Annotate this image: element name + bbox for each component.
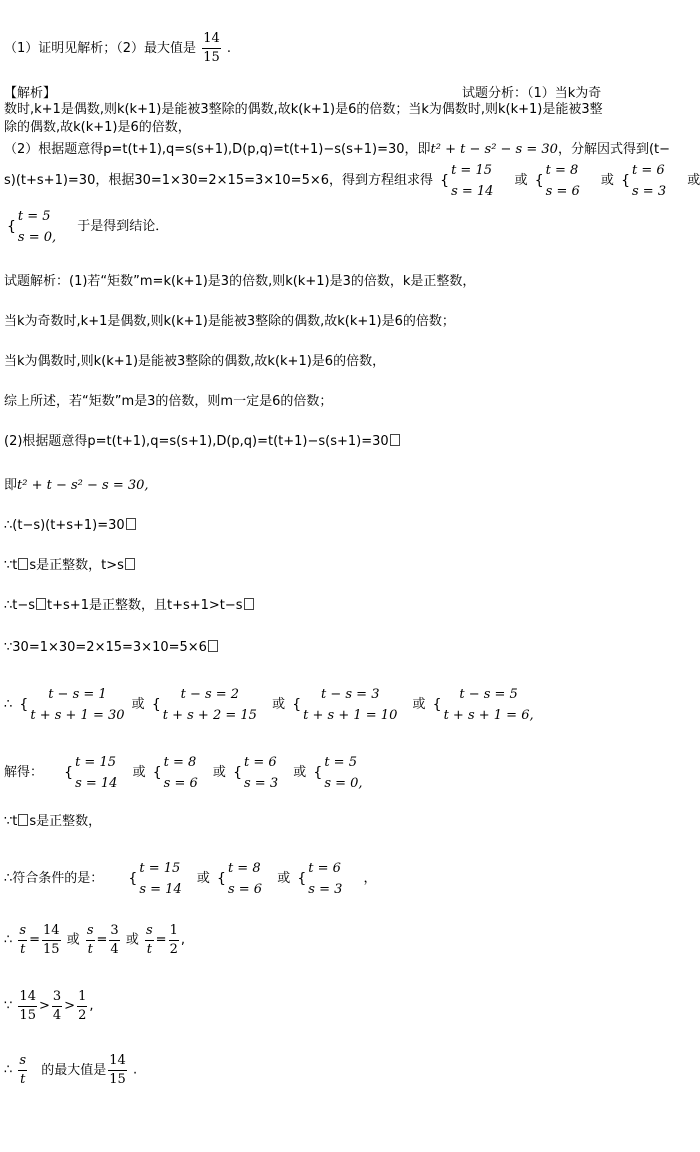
equation-system: { t = 6 s = 3 bbox=[621, 163, 667, 199]
solution-line-10: ∵30=1×30=2×15=3×10=5×6 bbox=[4, 640, 219, 656]
solution-line-5: (2)根据题意得p=t(t+1),q=s(s+1),D(p,q)=t(t+1)−s(s+1)=30 bbox=[4, 434, 401, 450]
equation-system: { t = 8 s = 6 bbox=[534, 163, 580, 199]
missing-glyph-box bbox=[36, 598, 46, 610]
missing-glyph-box bbox=[390, 434, 400, 446]
solution-line-18: ∴ $\frac{s}{t}$ 的最大值是 $\frac{14}{15}$ . bbox=[4, 1053, 138, 1087]
missing-glyph-box bbox=[18, 558, 28, 570]
missing-glyph-box bbox=[244, 598, 254, 610]
missing-glyph-box bbox=[126, 518, 136, 530]
equation-system: { t = 6 s = 3 bbox=[297, 861, 343, 897]
solution-line-4: 综上所述，若“矩数”m是3的倍数，则m一定是6的倍数； bbox=[4, 394, 333, 409]
equation-system: { t − s = 5 t + s + 1 = 6, bbox=[432, 687, 534, 723]
solution-line-16: ∵ $\frac{14}{15}$ > $\frac{3}{4}$ > $\frac{1}{2}$ , bbox=[4, 989, 94, 1023]
analysis-line-2: 除的偶数,故k(k+1)是6的倍数， bbox=[4, 120, 191, 135]
answer-line: （1）证明见解析；（2）最大值是 $\frac{14}{15}$ . bbox=[4, 31, 232, 65]
analysis-line-3: （2）根据题意得p=t(t+1),q=s(s+1),D(p,q)=t(t+1)−s(s+1)=30，即t² + t − s² − s = 30，分解因式得到(t− bbox=[4, 142, 670, 157]
solution-line-3: 当k为偶数时,则k(k+1)是能被3整除的偶数,故k(k+1)是6的倍数， bbox=[4, 354, 386, 369]
solution-line-11: ∴ { t − s = 1 t + s + 1 = 30 或 { t − s = 2 t + s + 2 = 15 或 { t − s = 3 t + s + 1 = 10 或 { t − s = 5 t + s + 1 = 6, bbox=[4, 684, 537, 726]
equation-system: { t = 8 s = 6 bbox=[217, 861, 263, 897]
analysis-line-4: s)(t+s+1)=30，根据30=1×30=2×15=3×10=5×6，得到方程组求得 { t = 15 s = 14 或 { t = 8 s = 6 或 { t = 6 s = 3 或 bbox=[4, 160, 700, 202]
answer-fraction: $\frac{14}{15}$ bbox=[203, 31, 220, 65]
answer-text: （1）证明见解析；（2）最大值是 bbox=[4, 41, 197, 56]
equation-system: { t − s = 2 t + s + 2 = 15 bbox=[151, 687, 257, 723]
solution-line-6: 即t² + t − s² − s = 30, bbox=[4, 478, 149, 493]
equation-system: { t = 5 s = 0, bbox=[313, 755, 363, 791]
missing-glyph-box bbox=[125, 558, 135, 570]
solution-line-8: ∵t s是正整数，t>s bbox=[4, 558, 136, 574]
solution-line-9: ∴t−s t+s+1是正整数，且t+s+1>t−s bbox=[4, 598, 255, 614]
solution-line-13: ∵t s是正整数， bbox=[4, 814, 102, 829]
solution-line-12: 解得： { t = 15 s = 14 或 { t = 8 s = 6 或 { t = 6 s = 3 或 { t = 5 s = 0, bbox=[4, 752, 366, 794]
equation-system: { t = 5 s = 0, bbox=[7, 209, 57, 245]
solution-line-1: 试题解析：(1)若“矩数”m=k(k+1)是3的倍数,则k(k+1)是3的倍数，k是正整数， bbox=[4, 274, 476, 289]
equation-system: { t − s = 3 t + s + 1 = 10 bbox=[292, 687, 398, 723]
equation-system: { t − s = 1 t + s + 1 = 30 bbox=[19, 687, 125, 723]
solution-line-2: 当k为奇数时,k+1是偶数,则k(k+1)是能被3整除的偶数,故k(k+1)是6的倍数； bbox=[4, 314, 455, 329]
analysis-tag: 【解析】 bbox=[4, 86, 57, 101]
equation-system: { t = 15 s = 14 bbox=[440, 163, 494, 199]
equation-system: { t = 15 s = 14 bbox=[64, 755, 118, 791]
solution-line-14: ∴符合条件的是： { t = 15 s = 14 或 { t = 8 s = 6 或 { t = 6 s = 3 ， bbox=[4, 858, 377, 900]
analysis-right-head: 试题分析：（1）当k为奇 bbox=[462, 86, 602, 101]
equation-system: { t = 8 s = 6 bbox=[152, 755, 198, 791]
equation-system: { t = 6 s = 3 bbox=[233, 755, 279, 791]
missing-glyph-box bbox=[18, 814, 28, 826]
solution-line-7: ∴(t−s)(t+s+1)=30 bbox=[4, 518, 137, 534]
analysis-line-1: 数时,k+1是偶数,则k(k+1)是能被3整除的偶数,故k(k+1)是6的倍数；当k为偶数时,则k(k+1)是能被3整 bbox=[4, 102, 603, 117]
solution-line-15: ∴ $\frac{s}{t}$ = $\frac{14}{15}$ 或 $\frac{s}{t}$ = $\frac{3}{4}$ 或 $\frac{s}{t}$ = $\frac{1}{2}$ , bbox=[4, 923, 185, 957]
equation-system: { t = 15 s = 14 bbox=[128, 861, 182, 897]
missing-glyph-box bbox=[208, 640, 218, 652]
analysis-line-5: { t = 5 s = 0, 于是得到结论． bbox=[4, 206, 168, 248]
